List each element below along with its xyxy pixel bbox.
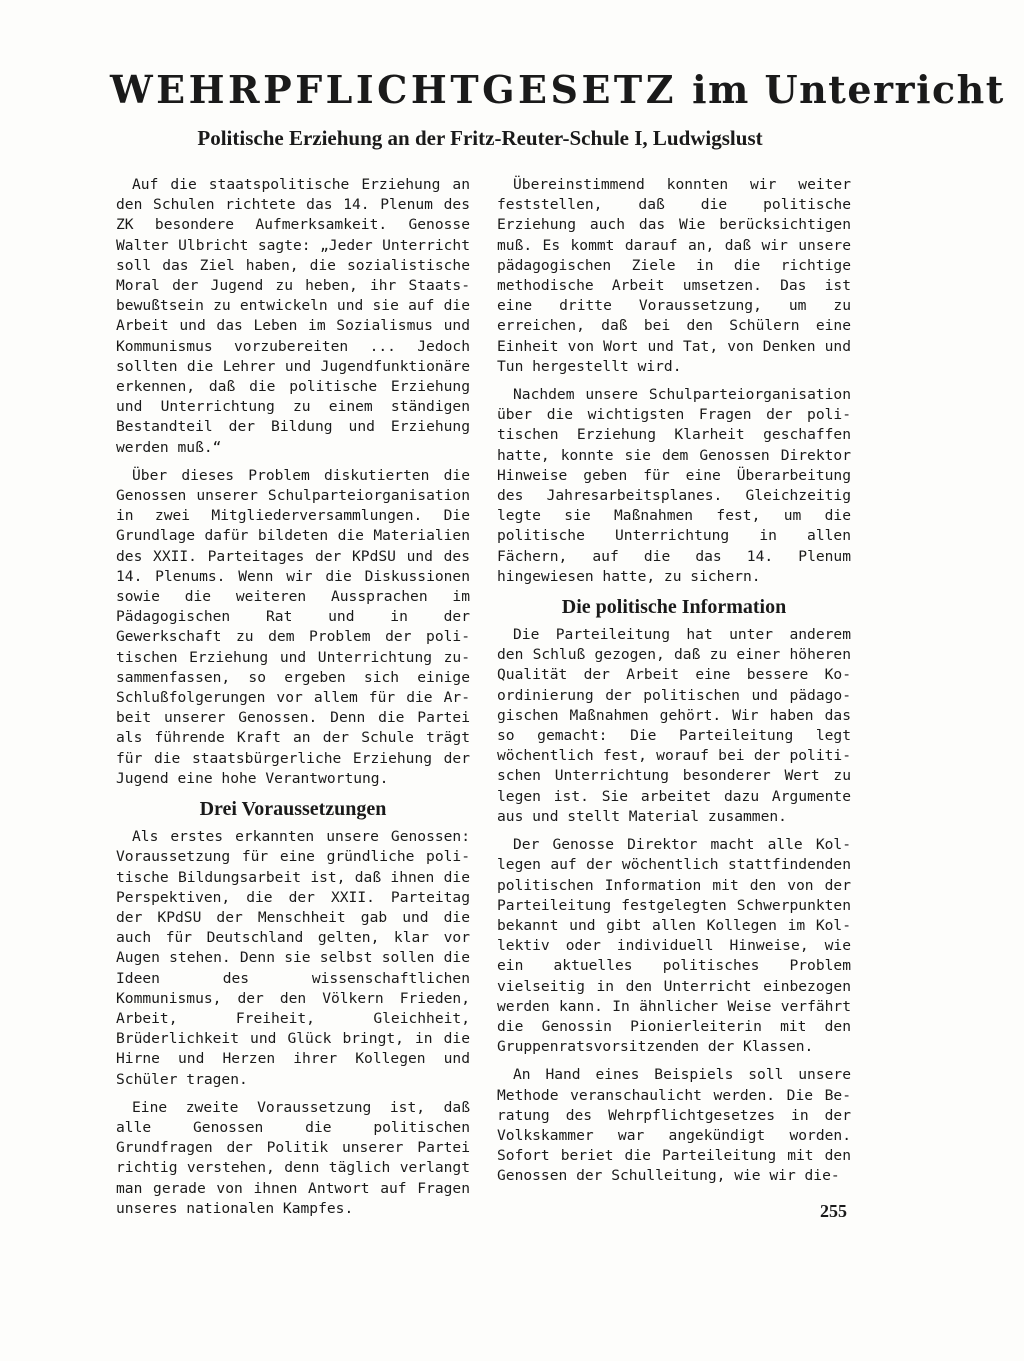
- section-heading-politische-information: Die politische Information: [561, 596, 787, 619]
- section-heading-drei-voraussetzungen: Drei Voraussetzungen: [199, 798, 387, 821]
- article-title: [110, 66, 1005, 114]
- article-title-main: WEHRPFLICHTGESETZ: [110, 67, 677, 112]
- article-title-rest: im Unterricht: [692, 67, 1005, 112]
- right-paragraph-4: Der Genosse Direktor macht alle Kollegen auf der wöchentlich stattfindenden politischen Information mit den von der Parteileitung festgelegten Schwerpunkten bekannt und gibt allen Kollegen im Kollektiv oder individuell Hinweise, wie ein aktuelles politisches Problem vielseitig in den Unterricht einbezogen werden kann. In ähnlicher Weise verfährt die Genossin Pionierleiterin mit den Gruppenratsvorsitzenden der Klassen.: [497, 836, 851, 1056]
- right-column: [497, 175, 851, 1195]
- left-column: [116, 175, 470, 1227]
- page-number: 255: [820, 1201, 847, 1221]
- right-paragraph-2: Nachdem unsere Schulparteiorganisation über die wichtigsten Fragen der politischen Erziehung Klarheit geschaffen hatte, konnte sie dem Genossen Direktor Hinweise geben für eine Überarbeitung des Jahresarbeitsplanes. Gleichzeitig legte sie Maßnahmen fest, um die politische Unterrichtung in allen Fächern, auf die das 14. Plenum hingewiesen hatte, zu sichern.: [497, 386, 851, 585]
- left-paragraph-2: Über dieses Problem diskutierten die Genossen unserer Schulparteiorganisation in zwei Mitgliederversammlungen. Die Grundlage dafür bildeten die Materialien des XXII. Parteitages der KPdSU und des 14. Plenums. Wenn wir die Diskussionen sowie die weiteren Aussprachen im Pädagogischen Rat und in der Gewerkschaft zu dem Problem der politischen Erziehung und Unterrichtung zusammenfassen, so ergeben sich einige Schlußfolgerungen vor allem für die Arbeit unserer Genossen. Denn die Partei als führende Kraft an der Schule trägt für die staatsbürgerliche Erziehung der Jugend eine hohe Verantwortung.: [116, 466, 470, 787]
- left-paragraph-4: Eine zweite Voraussetzung ist, daß alle Genossen die politischen Grundfragen der Politik unserer Partei richtig verstehen, denn täglich verlangt man gerade von ihnen Antwort auf Fragen unseres nationalen Kampfes.: [116, 1098, 470, 1217]
- article-subtitle: Politische Erziehung an der Fritz-Reuter-Schule I, Ludwigslust: [197, 126, 763, 150]
- left-paragraph-1: Auf die staatspolitische Erziehung an den Schulen richtete das 14. Plenum des ZK besondere Aufmerksamkeit. Genosse Walter Ulbricht sagte: „Jeder Unterricht soll das Ziel haben, die sozialistische Moral der Jugend zu heben, ihr Staatsbewußtsein zu entwickeln und sie auf die Arbeit und das Leben im Sozialismus und Kommunismus vorzubereiten ... Jedoch sollten die Lehrer und Jugendfunktionäre erkennen, daß die politische Erziehung und Unterrichtung zu einem ständigen Bestandteil der Bildung und Erziehung werden muß.“: [116, 176, 470, 456]
- left-paragraph-3: Als erstes erkannten unsere Genossen: Voraussetzung für eine gründliche politische Bildungsarbeit ist, daß ihnen die Perspektiven, die der XXII. Parteitag der KPdSU der Menschheit gab und die auch für Deutschland gelten, klar vor Augen stehen. Denn sie selbst sollen die Ideen des wissenschaftlichen Kommunismus, der den Völkern Frieden, Arbeit, Freiheit, Gleichheit, Brüderlichkeit und Glück bringt, in die Hirne und Herzen ihrer Kollegen und Schüler tragen.: [116, 828, 470, 1088]
- right-paragraph-3: Die Parteileitung hat unter anderem den Schluß gezogen, daß zu einer höheren Qualität der Arbeit eine bessere Koordinierung der politischen und pädagogischen Maßnahmen gehört. Wir haben das so gemacht: Die Parteileitung legt wöchentlich fest, worauf bei der politischen Unterrichtung besonderer Wert zu legen ist. Sie arbeitet dazu Argumente aus und stellt Material zusammen.: [497, 626, 851, 825]
- right-paragraph-5: An Hand eines Beispiels soll unsere Methode veranschaulicht werden. Die Beratung des Wehrpflichtgesetzes in der Volkskammer war angekündigt worden. Sofort beriet die Parteileitung mit den Genossen der Schulleitung, wie wir die-: [497, 1066, 851, 1185]
- right-paragraph-1: Übereinstimmend konnten wir weiter feststellen, daß die politische Erziehung auch das Wie berücksichtigen muß. Es kommt darauf an, daß wir unsere pädagogischen Ziele in die richtige methodische Arbeit umsetzen. Das ist eine dritte Voraussetzung, um zu erreichen, daß bei den Schülern eine Einheit von Wort und Tat, von Denken und Tun hergestellt wird.: [497, 176, 851, 375]
